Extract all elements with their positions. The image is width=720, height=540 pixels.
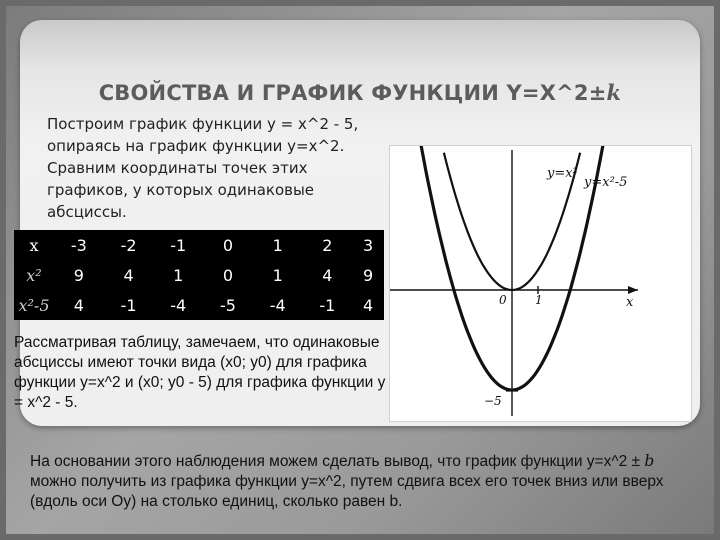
table-cell: 1	[173, 265, 184, 285]
label-x-axis: x	[626, 295, 634, 310]
observation-text: Рассматривая таблицу, замечаем, что одинаковые абсциссы имеют точки вида (x0; y0) для графика функции y=x^2 и (x0; y0 - 5) для графика функции y = x^2 - 5.	[14, 334, 386, 411]
table-cell: 9	[73, 265, 84, 285]
table-cell: 2	[322, 235, 333, 255]
title-k: k	[606, 80, 622, 105]
table-cell: -5	[219, 295, 236, 315]
values-table	[14, 230, 384, 320]
conclusion-part-1: На основании этого наблюдения можем сделать вывод, что график функции y=x^2	[30, 453, 628, 470]
row-header-x: x	[29, 235, 39, 255]
table-cell: 4	[73, 295, 84, 315]
label-one: 1	[535, 293, 543, 307]
table-cell: 3	[363, 235, 374, 255]
table-cell: -4	[170, 295, 187, 315]
table-cell: -4	[269, 295, 286, 315]
table-cell: -2	[120, 235, 137, 255]
slide-title	[0, 80, 720, 105]
table-cell: 4	[363, 295, 374, 315]
row-header-x-squared-minus-5: x²-5	[18, 295, 50, 315]
table-cell: 1	[272, 235, 283, 255]
intro-text: Построим график функции y = x^2 - 5, опираясь на график функции y=x^2. Сравним координаты точек этих графиков, у которых одинаковые абсциссы.	[47, 115, 359, 221]
table-row-x-squared-minus-5	[14, 290, 384, 320]
table-cell: -1	[170, 235, 187, 255]
conclusion-plus-minus: ±	[631, 453, 641, 470]
table-cell: -1	[120, 295, 137, 315]
row-header-x-squared: x²	[26, 265, 42, 285]
conclusion-text	[30, 451, 690, 512]
table-cell: 9	[363, 265, 374, 285]
title-main: СВОЙСТВА И ГРАФИК ФУНКЦИИ Y=X^2	[98, 81, 589, 105]
conclusion-b: b	[644, 452, 655, 470]
table-cell: -3	[70, 235, 87, 255]
label-y-x2: y=x²	[547, 166, 578, 181]
table-cell: -1	[319, 295, 336, 315]
table-cell: 4	[322, 265, 333, 285]
table-cell: 0	[222, 235, 234, 255]
graph-svg	[390, 146, 691, 421]
label-y-x2-minus-5: y=x²-5	[584, 175, 628, 190]
table-row-x	[14, 230, 384, 260]
x-axis-arrow	[628, 286, 638, 294]
title-plus-minus: ±	[588, 81, 607, 105]
table-cell: 4	[123, 265, 134, 285]
parabola-graph	[389, 145, 692, 422]
table-row-x-squared	[14, 260, 384, 290]
conclusion-part-2: можно получить из графика функции y=x^2, путем сдвига всех его точек вниз или вверх (вдоль оси Оу) на столько единиц, сколько равен b.	[30, 473, 664, 510]
table-cell: 0	[222, 265, 234, 285]
label-origin: 0	[499, 293, 507, 307]
table-cell: 1	[272, 265, 283, 285]
label-minus-five: −5	[484, 394, 502, 408]
